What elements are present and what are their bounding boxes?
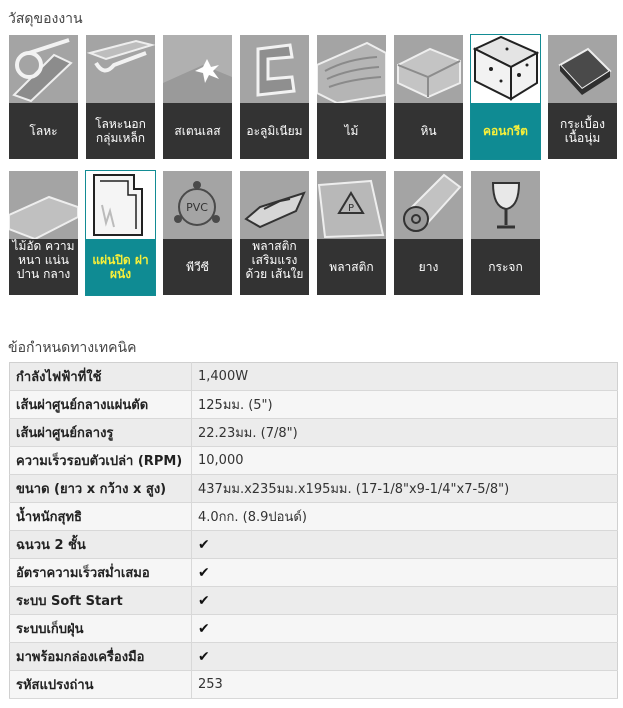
material-label: โลหะนอก กลุ่มเหล็ก bbox=[86, 103, 155, 159]
spec-value: 4.0กก. (8.9ปอนด์) bbox=[192, 503, 618, 531]
boat-hull-icon bbox=[240, 171, 309, 239]
material-tile-rubber[interactable] bbox=[394, 171, 463, 295]
table-row bbox=[10, 475, 618, 503]
table-row bbox=[10, 643, 618, 671]
spec-key: มาพร้อมกล่องเครื่องมือ bbox=[10, 643, 192, 671]
spec-value bbox=[192, 559, 618, 587]
spec-value: 253 bbox=[192, 671, 618, 699]
check-icon: ✔ bbox=[198, 620, 210, 637]
svg-text:P: P bbox=[347, 203, 355, 214]
spec-key: เส้นผ่าศูนย์กลางรู bbox=[10, 419, 192, 447]
spec-key: น้ำหนักสุทธิ bbox=[10, 503, 192, 531]
material-tile-metal[interactable] bbox=[9, 35, 78, 159]
table-row bbox=[10, 419, 618, 447]
check-icon: ✔ bbox=[198, 536, 210, 553]
plastic-recycle-icon bbox=[317, 171, 386, 239]
svg-text:PVC: PVC bbox=[186, 201, 208, 214]
spec-key: รหัสแปรงถ่าน bbox=[10, 671, 192, 699]
material-label: คอนกรีต bbox=[471, 103, 540, 159]
material-label: หิน bbox=[394, 103, 463, 159]
spec-key: อัตราความเร็วสม่ำเสมอ bbox=[10, 559, 192, 587]
table-row bbox=[10, 447, 618, 475]
spec-value: 10,000 bbox=[192, 447, 618, 475]
material-tile-stone[interactable] bbox=[394, 35, 463, 159]
table-row bbox=[10, 615, 618, 643]
spec-key: ขนาด (ยาว x กว้าง x สูง) bbox=[10, 475, 192, 503]
material-tile-soft-tile[interactable] bbox=[548, 35, 617, 159]
specs-section-title: ข้อกำหนดทางเทคนิค bbox=[8, 340, 137, 356]
spec-value: 22.23มม. (7/8") bbox=[192, 419, 618, 447]
table-row bbox=[10, 391, 618, 419]
material-tile-mdf[interactable] bbox=[9, 171, 78, 295]
spec-value bbox=[192, 531, 618, 559]
material-label: ยาง bbox=[394, 239, 463, 295]
material-label: กระจก bbox=[471, 239, 540, 295]
check-icon: ✔ bbox=[198, 648, 210, 665]
spec-key: ระบบเก็บฝุ่น bbox=[10, 615, 192, 643]
material-label: อะลูมิเนียม bbox=[240, 103, 309, 159]
material-label: แผ่นปิด ฝาผนัง bbox=[86, 239, 155, 295]
material-tile-glass[interactable] bbox=[471, 171, 540, 295]
material-tile-nonferrous[interactable] bbox=[86, 35, 155, 159]
material-label: กระเบื้อง เนื้อนุ่ม bbox=[548, 103, 617, 159]
spec-value bbox=[192, 587, 618, 615]
aluminium-profile-icon bbox=[240, 35, 309, 103]
materials-section-title: วัสดุของงาน bbox=[8, 11, 83, 27]
material-label: ไม้ bbox=[317, 103, 386, 159]
spec-key: กำลังไฟฟ้าที่ใช้ bbox=[10, 363, 192, 391]
specs-table bbox=[9, 362, 618, 699]
material-label: พลาสติก bbox=[317, 239, 386, 295]
material-label: ไม้อัด ความหนา แน่นปาน กลาง bbox=[9, 239, 78, 295]
nonferrous-metal-icon bbox=[86, 35, 155, 103]
stainless-steel-icon bbox=[163, 35, 232, 103]
material-tile-pvc[interactable] bbox=[163, 171, 232, 295]
spec-value bbox=[192, 615, 618, 643]
spec-value: 125มม. (5") bbox=[192, 391, 618, 419]
table-row bbox=[10, 363, 618, 391]
material-label: พีวีซี bbox=[163, 239, 232, 295]
material-tile-stainless[interactable] bbox=[163, 35, 232, 159]
table-row bbox=[10, 587, 618, 615]
spec-key: ฉนวน 2 ชั้น bbox=[10, 531, 192, 559]
spec-key: ความเร็วรอบตัวเปล่า (RPM) bbox=[10, 447, 192, 475]
pvc-icon bbox=[163, 171, 232, 239]
material-label: โลหะ bbox=[9, 103, 78, 159]
rubber-roll-icon bbox=[394, 171, 463, 239]
metal-pipe-icon bbox=[9, 35, 78, 103]
table-row bbox=[10, 531, 618, 559]
drywall-panel-icon bbox=[86, 171, 155, 239]
spec-key: ระบบ Soft Start bbox=[10, 587, 192, 615]
material-tile-frp[interactable] bbox=[240, 171, 309, 295]
material-label: สเตนเลส bbox=[163, 103, 232, 159]
concrete-block-icon bbox=[471, 35, 540, 103]
table-row bbox=[10, 671, 618, 699]
material-tile-drywall[interactable] bbox=[86, 171, 155, 295]
spec-value: 1,400W bbox=[192, 363, 618, 391]
material-tile-wood[interactable] bbox=[317, 35, 386, 159]
spec-key: เส้นผ่าศูนย์กลางแผ่นตัด bbox=[10, 391, 192, 419]
spec-value: 437มม.x235มม.x195มม. (17-1/8"x9-1/4"x7-5/8") bbox=[192, 475, 618, 503]
spec-value bbox=[192, 643, 618, 671]
check-icon: ✔ bbox=[198, 592, 210, 609]
check-icon: ✔ bbox=[198, 564, 210, 581]
soft-tile-icon bbox=[548, 35, 617, 103]
wood-icon bbox=[317, 35, 386, 103]
material-tile-concrete[interactable] bbox=[471, 35, 540, 159]
material-label: พลาสติก เสริมแรง ด้วย เส้นใย bbox=[240, 239, 309, 295]
stone-icon bbox=[394, 35, 463, 103]
material-tile-aluminium[interactable] bbox=[240, 35, 309, 159]
table-row bbox=[10, 559, 618, 587]
glass-goblet-icon bbox=[471, 171, 540, 239]
material-tile-plastic[interactable] bbox=[317, 171, 386, 295]
mdf-board-icon bbox=[9, 171, 78, 239]
table-row bbox=[10, 503, 618, 531]
